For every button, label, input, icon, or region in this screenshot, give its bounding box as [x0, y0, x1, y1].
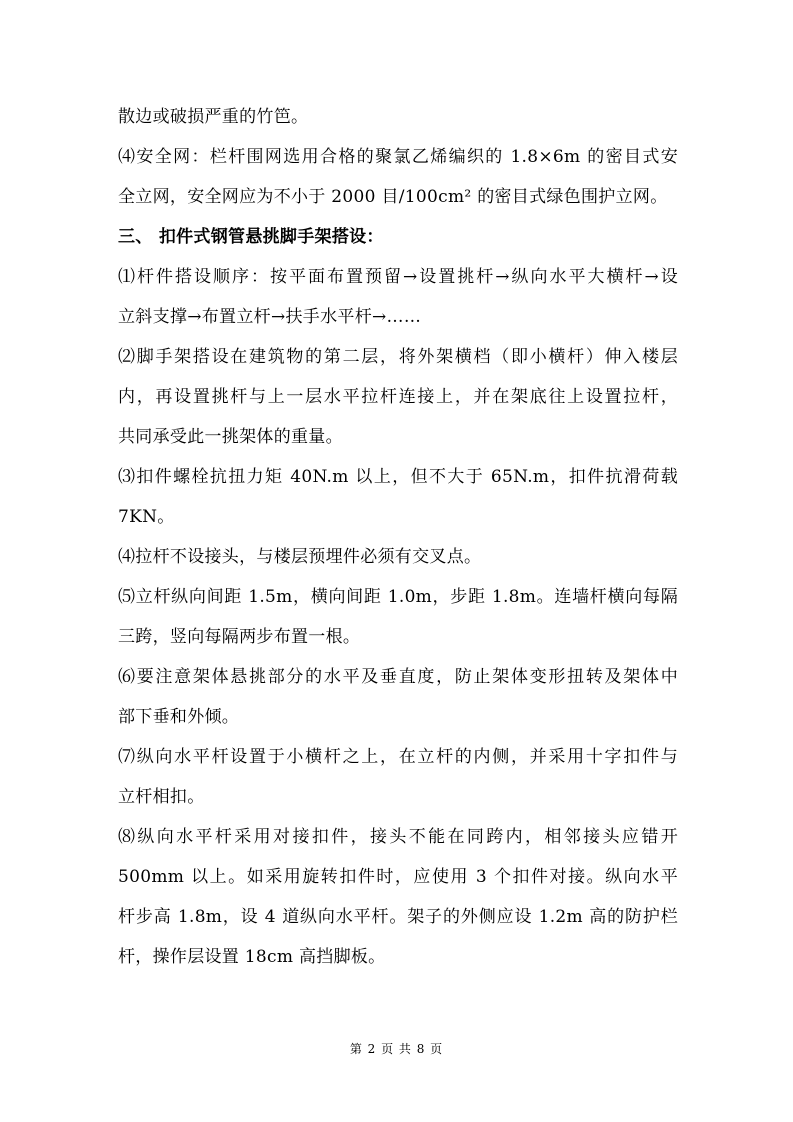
text-line: ⑴杆件搭设顺序：按平面布置预留→设置挑杆→纵向水平大横杆→设	[118, 267, 678, 287]
text-line: ⑸立杆纵向间距 1.5m，横向间距 1.0m，步距 1.8m。连墙杆横向每隔	[118, 587, 678, 607]
text-line: ⑶扣件螺栓抗扭力矩 40N.m 以上，但不大于 65N.m，扣件抗滑荷载	[118, 467, 678, 487]
text-line: ⑻纵向水平杆采用对接扣件，接头不能在同跨内，相邻接头应错开	[118, 827, 678, 847]
page-footer: 第 2 页 共 8 页	[349, 1042, 444, 1056]
document-body	[118, 97, 678, 977]
text-line: 内，再设置挑杆与上一层水平拉杆连接上，并在架底往上设置拉杆，	[118, 387, 678, 407]
text-line: ⑺纵向水平杆设置于小横杆之上，在立杆的内侧，并采用十字扣件与	[118, 747, 678, 767]
text-line: 立杆相扣。	[118, 787, 205, 807]
text-line: 部下垂和外倾。	[118, 707, 240, 727]
text-line: ⑷拉杆不设接头，与楼层预埋件必须有交叉点。	[118, 547, 482, 567]
text-line: 全立网，安全网应为不小于 2000 目/100cm² 的密目式绿色围护立网。	[118, 187, 668, 207]
text-line: ⑷安全网：栏杆围网选用合格的聚氯乙烯编织的 1.8×6m 的密目式安	[118, 147, 678, 167]
text-line: 三跨，竖向每隔两步布置一根。	[118, 627, 361, 647]
text-line: 散边或破损严重的竹笆。	[118, 107, 309, 127]
text-line: 杆，操作层设置 18cm 高挡脚板。	[118, 947, 386, 967]
text-line: ⑵脚手架搭设在建筑物的第二层，将外架横档（即小横杆）伸入楼层	[118, 347, 678, 367]
section-heading: 三、 扣件式钢管悬挑脚手架搭设：	[118, 227, 384, 247]
text-line: ⑹要注意架体悬挑部分的水平及垂直度，防止架体变形扭转及架体中	[118, 667, 678, 687]
text-line: 杆步高 1.8m，设 4 道纵向水平杆。架子的外侧应设 1.2m 高的防护栏	[118, 907, 678, 927]
text-line: 500mm 以上。如采用旋转扣件时，应使用 3 个扣件对接。纵向水平	[118, 867, 678, 887]
text-line: 共同承受此一挑架体的重量。	[118, 427, 343, 447]
text-line: 立斜支撑→布置立杆→扶手水平杆→……	[118, 307, 422, 327]
text-line: 7KN。	[118, 507, 175, 527]
